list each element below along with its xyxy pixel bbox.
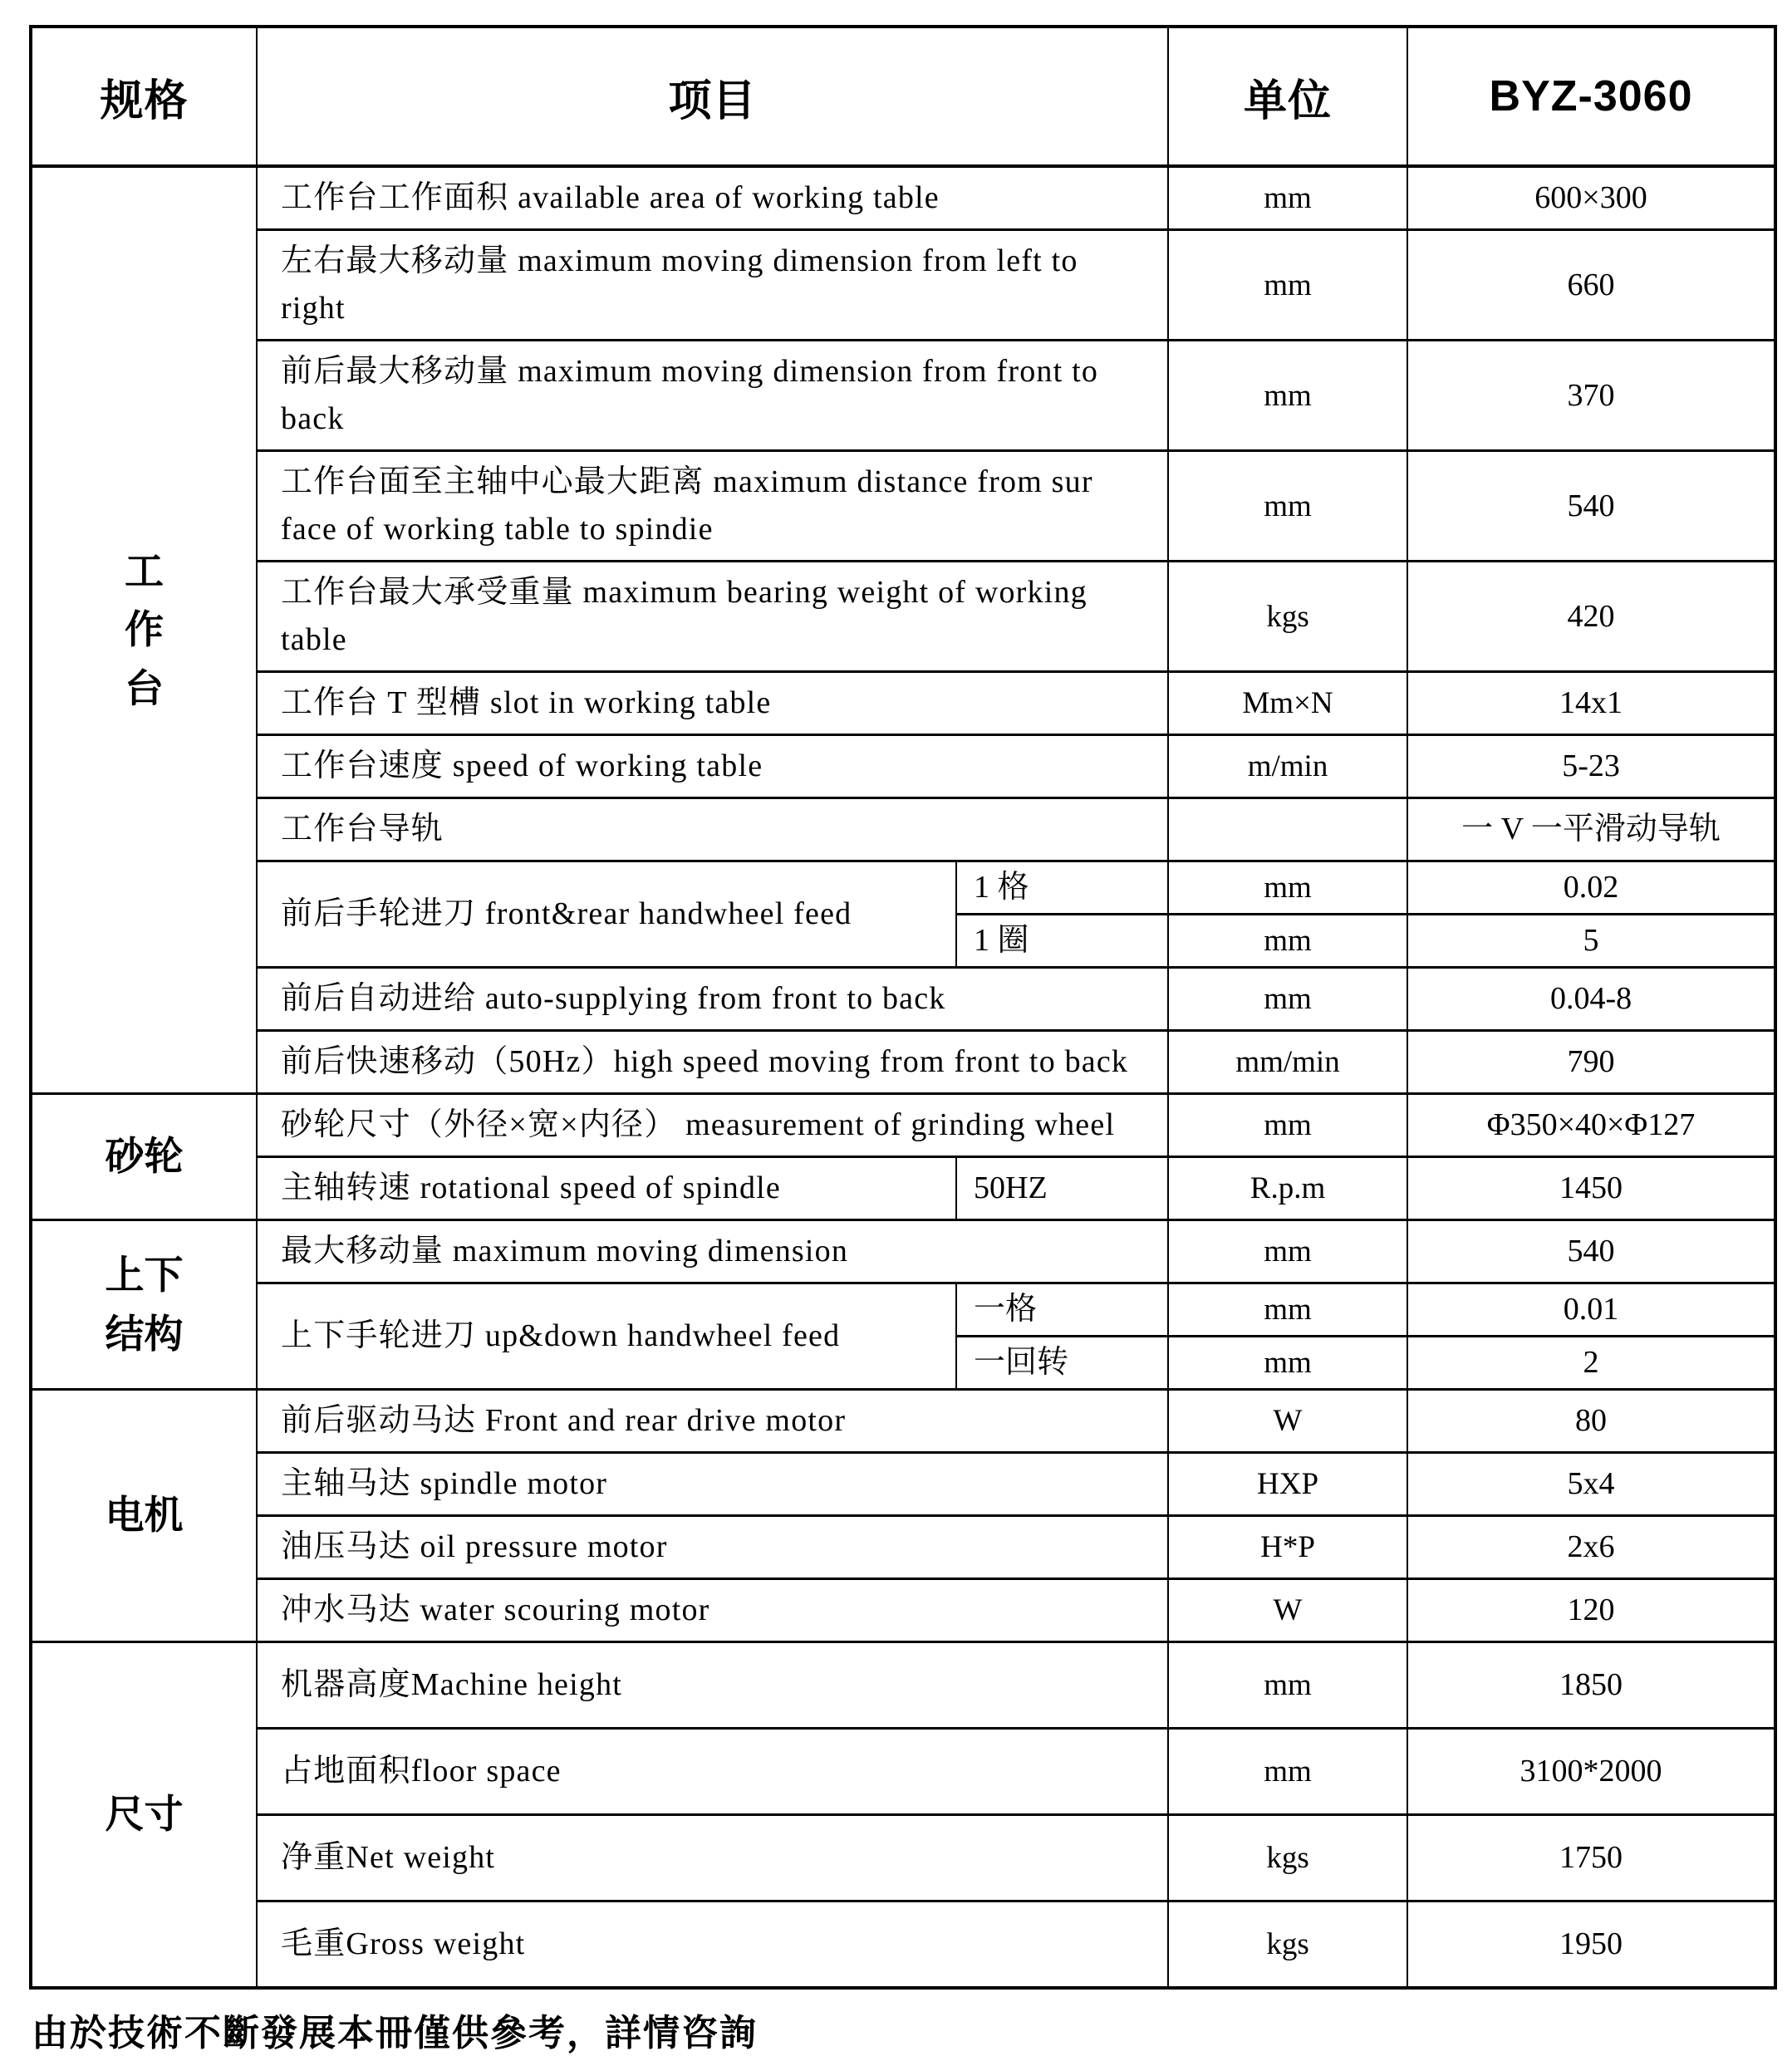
item-cell: 工作台工作面积 available area of working table — [257, 166, 1168, 230]
spec-row — [31, 1642, 1775, 1729]
unit-cell: Mm×N — [1168, 672, 1407, 735]
section-label: 上下结构 — [105, 1253, 184, 1356]
unit-cell: mm — [1168, 1642, 1407, 1729]
spec-table-body — [31, 166, 1775, 1988]
spec-row — [31, 1390, 1775, 1453]
value-cell: 2x6 — [1407, 1516, 1775, 1579]
unit-cell: R.p.m — [1168, 1157, 1407, 1220]
sub-item-cell: 一回转 — [956, 1337, 1168, 1390]
unit-cell: mm/min — [1168, 1031, 1407, 1094]
value-cell: 5x4 — [1407, 1453, 1775, 1516]
section-label-cell — [31, 1220, 257, 1390]
unit-cell: H*P — [1168, 1516, 1407, 1579]
item-cell: 左右最大移动量 maximum moving dimension from left to right — [257, 230, 1168, 341]
spec-row — [31, 1901, 1775, 1989]
unit-cell: mm — [1168, 451, 1407, 562]
section-label-cell — [31, 1094, 257, 1220]
item-cell: 工作台面至主轴中心最大距离 maximum distance from sur face of working table to spindie — [257, 451, 1168, 562]
spec-row — [31, 1453, 1775, 1516]
spec-row — [31, 672, 1775, 735]
value-cell: 3100*2000 — [1407, 1729, 1775, 1815]
spec-row — [31, 1031, 1775, 1094]
unit-cell: mm — [1168, 166, 1407, 230]
unit-cell: W — [1168, 1579, 1407, 1642]
unit-cell: mm — [1168, 1220, 1407, 1283]
item-cell: 前后快速移动（50Hz）high speed moving from front to back — [257, 1031, 1168, 1094]
spec-row — [31, 1283, 1775, 1337]
unit-cell: kgs — [1168, 562, 1407, 672]
value-cell: 370 — [1407, 341, 1775, 451]
spec-row — [31, 562, 1775, 672]
section-label: 电机 — [105, 1493, 184, 1538]
unit-cell: mm — [1168, 1729, 1407, 1815]
item-cell: 最大移动量 maximum moving dimension — [257, 1220, 1168, 1283]
value-cell: 0.02 — [1407, 861, 1775, 915]
header-spec: 规格 — [31, 27, 257, 166]
item-cell: 上下手轮进刀 up&down handwheel feed — [257, 1283, 956, 1390]
spec-row — [31, 1220, 1775, 1283]
value-cell: 420 — [1407, 562, 1775, 672]
sub-item-cell: 50HZ — [956, 1157, 1168, 1220]
sub-item-cell: 1 圈 — [956, 915, 1168, 968]
item-cell: 砂轮尺寸（外径×宽×内径） measurement of grinding wheel — [257, 1094, 1168, 1157]
item-cell: 工作台最大承受重量 maximum bearing weight of working table — [257, 562, 1168, 672]
footer-note: 由於技術不斷發展本冊僅供參考，詳情咨詢 — [32, 2013, 758, 2054]
unit-cell: mm — [1168, 1283, 1407, 1337]
section-label-cell — [31, 1642, 257, 1989]
section-label-cell — [31, 1390, 257, 1642]
item-cell: 冲水马达 water scouring motor — [257, 1579, 1168, 1642]
item-cell: 净重Net weight — [257, 1815, 1168, 1901]
header-model: BYZ-3060 — [1407, 27, 1775, 166]
value-cell: 1850 — [1407, 1642, 1775, 1729]
spec-table — [29, 25, 1777, 1990]
item-cell: 前后手轮进刀 front&rear handwheel feed — [257, 861, 956, 968]
spec-row — [31, 1157, 1775, 1220]
item-cell: 前后自动进给 auto-supplying from front to back — [257, 968, 1168, 1031]
item-cell: 机器高度Machine height — [257, 1642, 1168, 1729]
spec-row — [31, 798, 1775, 861]
unit-cell: mm — [1168, 1337, 1407, 1390]
section-label: 砂轮 — [105, 1134, 184, 1179]
item-cell: 前后驱动马达 Front and rear drive motor — [257, 1390, 1168, 1453]
unit-cell: mm — [1168, 915, 1407, 968]
unit-cell: m/min — [1168, 735, 1407, 798]
section-label: 工作台 — [125, 548, 164, 710]
value-cell: 1750 — [1407, 1815, 1775, 1901]
unit-cell: kgs — [1168, 1901, 1407, 1989]
spec-row — [31, 1094, 1775, 1157]
spec-row — [31, 1815, 1775, 1901]
unit-cell: mm — [1168, 861, 1407, 915]
spec-row — [31, 451, 1775, 562]
sub-item-cell: 一格 — [956, 1283, 1168, 1337]
value-cell: 0.04-8 — [1407, 968, 1775, 1031]
value-cell: 0.01 — [1407, 1283, 1775, 1337]
section-label-cell — [31, 166, 257, 1094]
sub-item-cell: 1 格 — [956, 861, 1168, 915]
value-cell: 600×300 — [1407, 166, 1775, 230]
header-unit: 单位 — [1168, 27, 1407, 166]
item-cell: 主轴转速 rotational speed of spindle — [257, 1157, 956, 1220]
spec-row — [31, 230, 1775, 341]
value-cell: 2 — [1407, 1337, 1775, 1390]
value-cell: 5 — [1407, 915, 1775, 968]
spec-row — [31, 968, 1775, 1031]
item-cell: 工作台 T 型槽 slot in working table — [257, 672, 1168, 735]
item-cell: 毛重Gross weight — [257, 1901, 1168, 1989]
value-cell: Φ350×40×Φ127 — [1407, 1094, 1775, 1157]
value-cell: 120 — [1407, 1579, 1775, 1642]
spec-row — [31, 735, 1775, 798]
spec-row — [31, 1729, 1775, 1815]
value-cell: 80 — [1407, 1390, 1775, 1453]
value-cell: 540 — [1407, 1220, 1775, 1283]
value-cell: 14x1 — [1407, 672, 1775, 735]
item-cell: 主轴马达 spindle motor — [257, 1453, 1168, 1516]
unit-cell: HXP — [1168, 1453, 1407, 1516]
header-row — [31, 27, 1775, 166]
spec-row — [31, 1516, 1775, 1579]
spec-row — [31, 341, 1775, 451]
unit-cell: W — [1168, 1390, 1407, 1453]
unit-cell: mm — [1168, 968, 1407, 1031]
item-cell: 工作台速度 speed of working table — [257, 735, 1168, 798]
unit-cell: mm — [1168, 230, 1407, 341]
spec-row — [31, 166, 1775, 230]
spec-row — [31, 861, 1775, 915]
value-cell: 660 — [1407, 230, 1775, 341]
value-cell: 1450 — [1407, 1157, 1775, 1220]
value-cell: 790 — [1407, 1031, 1775, 1094]
value-cell: 5-23 — [1407, 735, 1775, 798]
item-cell: 工作台导轨 — [257, 798, 1168, 861]
item-cell: 占地面积floor space — [257, 1729, 1168, 1815]
unit-cell: mm — [1168, 1094, 1407, 1157]
spec-row — [31, 1579, 1775, 1642]
value-cell: 540 — [1407, 451, 1775, 562]
item-cell: 油压马达 oil pressure motor — [257, 1516, 1168, 1579]
unit-cell — [1168, 798, 1407, 861]
item-cell: 前后最大移动量 maximum moving dimension from front to back — [257, 341, 1168, 451]
value-cell: 1950 — [1407, 1901, 1775, 1989]
section-label: 尺寸 — [105, 1792, 184, 1837]
unit-cell: mm — [1168, 341, 1407, 451]
header-item: 项目 — [257, 27, 1168, 166]
unit-cell: kgs — [1168, 1815, 1407, 1901]
value-cell: 一 V 一平滑动导轨 — [1407, 798, 1775, 861]
